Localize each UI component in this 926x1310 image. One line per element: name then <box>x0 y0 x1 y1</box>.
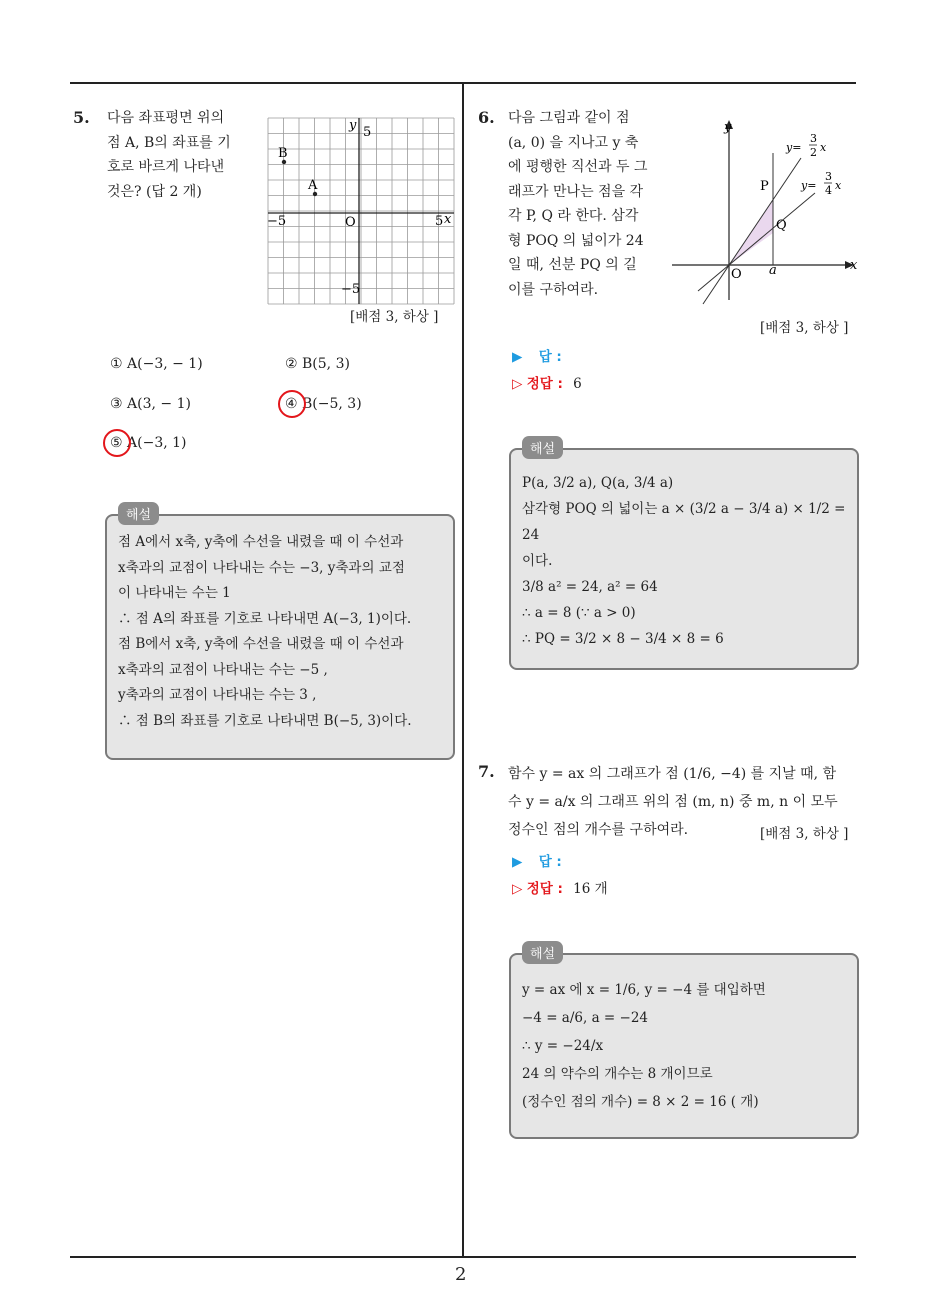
q5-explanation-tag: 해설 <box>118 502 159 525</box>
explanation-line: 3/8 a² = 24, a² = 64 <box>522 579 658 595</box>
q6-number: 6. <box>478 108 495 127</box>
point-b-label: B <box>278 146 288 161</box>
outline-triangle-icon: ▷ <box>512 881 523 897</box>
play-triangle-icon: ▶ <box>512 854 523 870</box>
fraction-denominator: 2 <box>810 146 817 159</box>
answer-label: 답 : <box>538 854 562 870</box>
bottom-rule <box>70 1256 856 1258</box>
tick-left: −5 <box>267 214 287 229</box>
answer-label: 답 : <box>538 349 562 365</box>
q6-question-text <box>508 106 658 302</box>
q5-text-line: 것은? (답 2 개) <box>107 183 202 200</box>
q5-explanation-body <box>118 530 448 734</box>
page-number: 2 <box>455 1264 467 1285</box>
q5-choice-1[interactable] <box>110 356 203 372</box>
q5-question-text <box>107 106 247 204</box>
svg-text:y=: y= <box>786 141 802 154</box>
origin-label: O <box>345 215 356 230</box>
correct-label: 정답 : <box>526 376 563 392</box>
q6-explanation-body <box>522 470 847 652</box>
q6-text-line: 이를 구하여라. <box>508 281 599 298</box>
outline-triangle-icon: ▷ <box>512 376 523 392</box>
fraction-numerator: 3 <box>825 170 832 183</box>
q5-number: 5. <box>73 108 90 127</box>
q-label: Q <box>776 218 787 233</box>
explanation-line: x축과의 교점이 나타내는 수는 −5 , <box>118 661 328 678</box>
explanation-line: 삼각형 POQ 의 넓이는 a × (3/2 a − 3/4 a) × 1/2 = 24 <box>522 501 846 543</box>
q5-text-line: 호로 바르게 나타낸 <box>107 159 225 175</box>
y-axis-label: y <box>349 118 357 133</box>
correct-value: 6 <box>573 376 582 392</box>
explanation-line: y축과의 교점이 나타내는 수는 3 , <box>118 687 317 703</box>
q6-text-line: 에 평행한 직선과 두 그 <box>508 159 648 175</box>
origin-label: O <box>731 267 742 282</box>
x-axis-label: x <box>444 212 452 227</box>
q5-score: [배점 3, 하상 ] <box>350 309 439 325</box>
q6-line-graph <box>670 115 862 305</box>
explanation-line: 24 의 약수의 개수는 8 개이므로 <box>522 1066 713 1082</box>
explanation-line: ∴ 점 A의 좌표를 기호로 나타내면 A(−3, 1)이다. <box>118 610 412 627</box>
choice-number: ⑤ <box>110 435 123 451</box>
q7-text-line: 수 y = a/x 의 그래프 위의 점 (m, n) 중 m, n 이 모두 <box>508 794 838 810</box>
choice-number: ② <box>285 356 298 372</box>
q7-score: [배점 3, 하상 ] <box>760 826 849 842</box>
q7-text-line: 함수 y = ax 의 그래프가 점 (1/6, −4) 를 지날 때, 함 <box>508 766 837 782</box>
q6-text-line: 래프가 만나는 점을 각 <box>508 183 644 200</box>
explanation-line: ∴ y = −24/x <box>522 1038 604 1054</box>
tick-bottom: −5 <box>341 282 361 297</box>
svg-text:y=: y= <box>801 179 817 192</box>
choice-text: A(3, − 1) <box>127 396 191 412</box>
play-triangle-icon: ▶ <box>512 349 523 365</box>
point-a-label: A <box>308 178 318 193</box>
q7-correct-line <box>512 877 608 897</box>
choice-text: A(−3, 1) <box>127 435 187 451</box>
q5-coordinate-graph <box>265 115 457 307</box>
q5-text-line: 점 A, B의 좌표를 기 <box>107 134 231 151</box>
tick-right: 5 <box>435 214 444 229</box>
q6-score: [배점 3, 하상 ] <box>760 320 849 336</box>
y-axis-label: y <box>724 120 732 135</box>
svg-text:x: x <box>820 141 827 154</box>
tick-top: 5 <box>363 125 372 140</box>
q7-explanation-body <box>522 976 847 1116</box>
choice-text: B(5, 3) <box>302 356 350 372</box>
explanation-line: 점 A에서 x축, y축에 수선을 내렸을 때 이 수선과 <box>118 534 404 550</box>
explanation-line: y = ax 에 x = 1/6, y = −4 를 대입하면 <box>522 982 766 998</box>
q7-number: 7. <box>478 762 495 781</box>
answer-mark-circle <box>103 429 131 457</box>
q6-answer-line <box>512 345 562 365</box>
line1-equation-label <box>785 132 827 159</box>
choice-text: B(−5, 3) <box>302 396 362 412</box>
line2-equation-label <box>800 170 842 197</box>
q6-text-line: 다음 그림과 같이 점 <box>508 110 630 126</box>
line-y-3-4x <box>698 193 815 291</box>
q6-explanation-tag: 해설 <box>522 436 563 459</box>
explanation-line: −4 = a/6, a = −24 <box>522 1010 648 1026</box>
explanation-line: ∴ a = 8 (∵ a > 0) <box>522 605 636 621</box>
explanation-line: x축과의 교점이 나타내는 수는 −3, y축과의 교점 <box>118 559 405 576</box>
choice-number: ③ <box>110 396 123 412</box>
choice-number: ④ <box>285 396 298 412</box>
fraction-denominator: 4 <box>825 184 832 197</box>
explanation-line: 이다. <box>522 553 553 569</box>
explanation-line: 이 나타내는 수는 1 <box>118 585 231 601</box>
q6-correct-line <box>512 372 582 392</box>
correct-value: 16 개 <box>573 881 608 897</box>
q7-answer-line <box>512 850 562 870</box>
choice-text: A(−3, − 1) <box>127 356 203 372</box>
p-label: P <box>760 179 769 194</box>
q6-text-line: (a, 0) 을 지나고 y 축 <box>508 134 639 151</box>
q6-text-line: 각 P, Q 라 한다. 삼각 <box>508 208 639 224</box>
choice-number: ① <box>110 356 123 372</box>
fraction-numerator: 3 <box>810 132 817 145</box>
svg-text:x: x <box>835 179 842 192</box>
x-axis-label: x <box>850 258 858 273</box>
explanation-line: (정수인 점의 개수) = 8 × 2 = 16 ( 개) <box>522 1094 759 1110</box>
a-label: a <box>769 263 777 278</box>
explanation-line: ∴ 점 B의 좌표를 기호로 나타내면 B(−5, 3)이다. <box>118 712 412 729</box>
q7-explanation-tag: 해설 <box>522 941 563 964</box>
explanation-line: P(a, 3/2 a), Q(a, 3/4 a) <box>522 475 674 491</box>
column-divider <box>462 82 464 1257</box>
q5-text-line: 다음 좌표평면 위의 <box>107 110 225 126</box>
q5-choice-3[interactable] <box>110 396 191 412</box>
q7-text-line: 정수인 점의 개수를 구하여라. <box>508 822 689 838</box>
correct-label: 정답 : <box>526 881 563 897</box>
explanation-line: 점 B에서 x축, y축에 수선을 내렸을 때 이 수선과 <box>118 636 404 652</box>
q6-text-line: 형 POQ 의 넓이가 24 <box>508 232 644 249</box>
explanation-line: ∴ PQ = 3/2 × 8 − 3/4 × 8 = 6 <box>522 631 724 647</box>
q6-text-line: 일 때, 선분 PQ 의 길 <box>508 257 637 273</box>
answer-mark-circle <box>278 390 306 418</box>
q5-choice-2[interactable] <box>285 356 350 372</box>
